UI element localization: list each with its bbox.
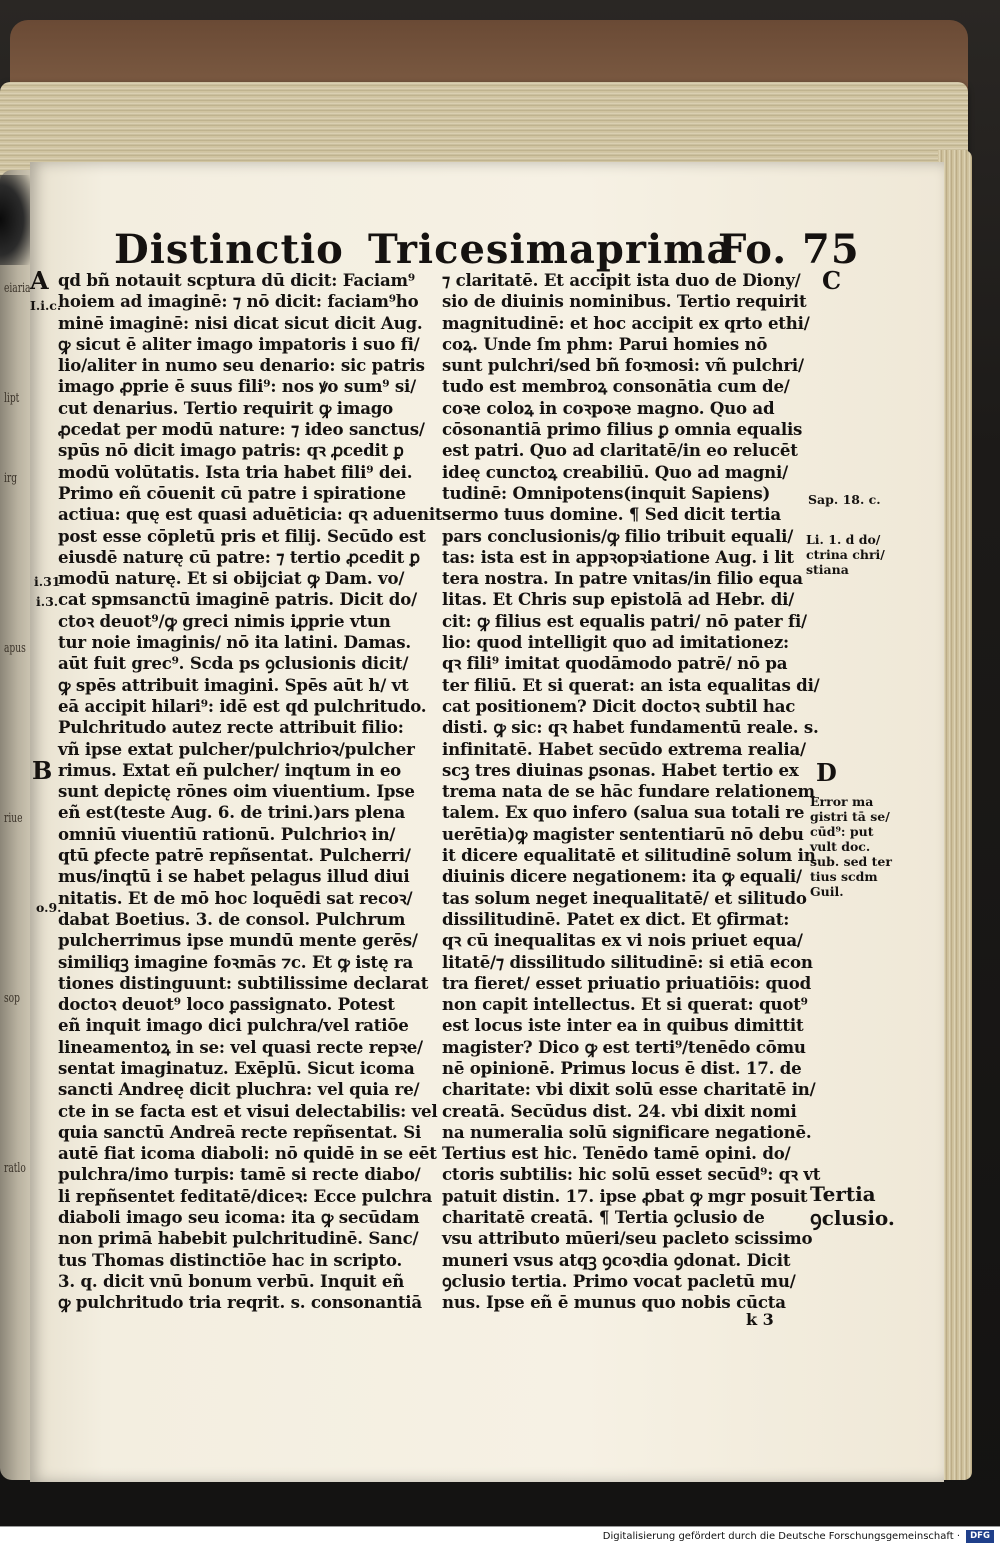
text-line: ꝙ sicut ē aliter imago impatoris i suo fi/ <box>58 333 420 354</box>
text-line: quia sanctū Andreā recte repñsentat. Si <box>58 1121 422 1142</box>
text-line: ctoris subtilis: hic solū esset secūd⁹: qꝛ vt <box>442 1164 821 1185</box>
right-margin-note <box>806 532 885 577</box>
text-line: aūt fuit grec⁹. Scda ps ꝯclusionis dicit/ <box>58 653 409 674</box>
left-page-fragment: ratlo <box>4 1161 26 1176</box>
text-line: diuinis dicere negationem: ita ꝙ equali/ <box>442 866 802 887</box>
text-line: qꝛ cū inequalitas ex vi nois priuet equa/ <box>442 930 803 951</box>
section-letter-c: C <box>822 266 842 295</box>
text-line: sio de diuinis nominibus. Tertio requirit <box>442 291 807 312</box>
text-line: pulcherrimus ipse mundū mente gerēs/ <box>58 930 418 951</box>
spine-shadow <box>0 175 30 265</box>
text-line: sermo tuus domine. ¶ Sed dicit tertia <box>442 504 781 525</box>
note-line: stiana <box>806 562 849 577</box>
text-line: minē imaginē: nisi dicat sicut dicit Aug. <box>58 312 423 333</box>
text-line: lio: quod intelligit quo ad imitationez: <box>442 632 789 653</box>
text-line: imago ꝓprie ē suus fili⁹: nos ꝟo sum⁹ si/ <box>58 376 416 397</box>
text-line: omniū viuentiū rationū. Pulchrioꝛ in/ <box>58 823 396 844</box>
text-line: post esse cōpletū pris et filij. Secūdo est <box>58 525 426 546</box>
text-line: trema nata de se hāc fundare relationem <box>442 781 815 802</box>
text-line: disti. ꝙ sic: qꝛ habet fundamentū reale. s. <box>442 717 819 738</box>
text-line: est patri. Quo ad claritatē/in eo relucēt <box>442 440 798 461</box>
text-line: scꝫ tres diuinas ꝑsonas. Habet tertio ex <box>442 759 799 780</box>
text-line: spūs nō dicit imago patris: qꝛ ꝓcedit ꝑ <box>58 440 404 461</box>
note-line: tius scdm <box>810 869 878 884</box>
head-distinctio: Distinctio <box>114 226 344 273</box>
text-line: charitate: vbi dixit solū esse charitatē in/ <box>442 1079 816 1100</box>
left-margin-note: i.31 <box>34 574 61 589</box>
text-line: patuit distin. 17. ipse ꝓbat ꝙ mgr posuit <box>442 1185 808 1206</box>
text-line: tera nostra. In patre vnitas/in filio equa <box>442 568 803 589</box>
text-line: Primo eñ cōuenit cū patre i spiratione <box>58 482 406 503</box>
text-line: nitatis. Et de mō hoc loquēdi sat recoꝛ/ <box>58 887 413 908</box>
text-line: sentat imaginatuz. Exēplū. Sicut icoma <box>58 1057 415 1078</box>
text-line: similiqꝫ imagine foꝛmās ⁊c. Et ꝙ istę ra <box>58 951 414 972</box>
text-line: tas solum neget inequalitatē/ et silitudo <box>442 887 807 908</box>
text-line: diaboli imago seu icoma: ita ꝙ secūdam <box>58 1207 420 1228</box>
text-line: non capit intellectus. Et si querat: quot⁹ <box>442 994 808 1015</box>
text-line: creatā. Secūdus dist. 24. vbi dixit nomi <box>442 1100 797 1121</box>
note-line: ctrina chri/ <box>806 547 885 562</box>
dfg-logo: DFG <box>966 1530 994 1543</box>
text-line: autē fiat icoma diaboli: nō quidē in se eēt <box>58 1143 437 1164</box>
note-line: sub. sed ter <box>810 854 892 869</box>
text-line: cte in se facta est et visui delectabilis: vel <box>58 1100 438 1121</box>
text-line: eñ est(teste Aug. 6. de trini.)ars plena <box>58 802 406 823</box>
text-line: sunt depictę rōnes oim viuentium. Ipse <box>58 781 415 802</box>
text-line: Tertius est hic. Tenēdo tamē opini. do/ <box>442 1143 791 1164</box>
text-line: dabat Boetius. 3. de consol. Pulchrum <box>58 908 406 929</box>
head-tricesimaprima: Tricesimaprima <box>368 226 734 273</box>
left-margin-note: I.i.c. <box>30 298 62 313</box>
text-line: modū naturę. Et si obijciat ꝙ Dam. vo/ <box>58 568 405 589</box>
text-line: cōsonantiā primo filius ꝑ omnia equalis <box>442 419 803 440</box>
text-line: na numeralia solū significare negationē. <box>442 1121 812 1142</box>
text-line: infinitatē. Habet secūdo extrema realia/ <box>442 738 806 759</box>
text-line: sancti Andreę dicit pluchra: vel quia re/ <box>58 1079 420 1100</box>
text-line: pars conclusionis/ꝙ filio tribuit equali/ <box>442 525 794 546</box>
text-line: ꝙ spēs attribuit imagini. Spēs aūt h/ vt <box>58 674 409 695</box>
text-line: charitatē creatā. ¶ Tertia ꝯclusio de <box>442 1207 765 1228</box>
text-line: rimus. Extat eñ pulcher/ inqtum in eo <box>58 759 402 780</box>
text-line: coꝝ. Unde ſm phm: Parui homies nō <box>442 333 768 354</box>
left-column <box>58 270 443 1314</box>
right-column <box>442 270 834 1314</box>
text-line: est locus iste inter ea in quibus dimittit <box>442 1015 804 1036</box>
text-line: muneri vsus atqꝫ ꝯcoꝛdia ꝯdonat. Dicit <box>442 1249 791 1270</box>
section-letter-d: D <box>816 758 837 787</box>
text-line: actiua: quę est quasi aduēticia: qꝛ aduenit <box>58 504 443 525</box>
text-line: tudinē: Omnipotens(inquit Sapiens) <box>442 482 771 503</box>
text-line: lineamentoꝝ in se: vel quasi recte repꝛe/ <box>58 1036 423 1057</box>
left-page-fragment: apus <box>4 641 26 656</box>
note-line: ꝯclusio. <box>810 1206 895 1230</box>
note-line: Li. 1. d do/ <box>806 532 881 547</box>
left-page-fragment: sop <box>4 991 20 1006</box>
left-page-fragment: eiaria <box>4 281 31 296</box>
text-line: ꝓcedat per modū nature: ⁊ ideo sanctus/ <box>58 419 425 440</box>
text-line: 3. q. dicit vnū bonum verbū. Inquit eñ <box>58 1270 405 1291</box>
text-line: ctoꝛ deuot⁹/ꝙ greci nimis iꝓprie vtun <box>58 610 391 631</box>
text-line: eiusdē naturę cū patre: ⁊ tertio ꝓcedit ꝑ <box>58 546 420 567</box>
text-line: ter filiū. Et si querat: an ista equalitas di/ <box>442 674 820 695</box>
text-line: Pulchritudo autez recte attribuit filio: <box>58 717 404 738</box>
section-letter-b: B <box>32 756 53 785</box>
note-line: gistri tā se/ <box>810 809 890 824</box>
text-line: ꝯclusio tertia. Primo vocat pacletū mu/ <box>442 1270 796 1291</box>
text-line: pulchra/imo turpis: tamē si recte diabo/ <box>58 1164 421 1185</box>
note-line: Guil. <box>810 884 844 899</box>
text-line: tus Thomas distinctiōe hac in scripto. <box>58 1249 403 1270</box>
text-line: vsu attributo mūeri/seu pacleto scissimo <box>442 1228 813 1249</box>
left-page-fragment: riue <box>4 811 23 826</box>
right-margin-note <box>810 794 892 899</box>
text-line: qꝛ fili⁹ imitat quodāmodo patrē/ nō pa <box>442 653 788 674</box>
section-letter-a: A <box>30 266 49 295</box>
note-line: vult doc. <box>810 839 871 854</box>
text-line: mus/inqtū i se habet pelagus illud diui <box>58 866 410 887</box>
text-line: hoiem ad imaginē: ⁊ nō dicit: faciam⁹ho <box>58 291 419 312</box>
text-line: non primā habebit pulchritudinē. Sanc/ <box>58 1228 419 1249</box>
text-line: tudo est membroꝝ consonātia cum de/ <box>442 376 790 397</box>
left-margin-note: i.3. <box>36 594 59 609</box>
text-line: tur noie imaginis/ nō ita latini. Damas. <box>58 632 412 653</box>
left-margin-note: o.9. <box>36 900 62 915</box>
text-line: sunt pulchri/sed bñ foꝛmosi: vñ pulchri/ <box>442 355 804 376</box>
text-line: coꝛe coloꝝ in coꝛpoꝛe magno. Quo ad <box>442 397 775 418</box>
text-line: it dicere equalitatē et silitudinē solum in <box>442 845 816 866</box>
text-line: eā accipit hilari⁹: idē est qd pulchritudo. <box>58 695 427 716</box>
text-line: doctoꝛ deuot⁹ loco ꝑassignato. Potest <box>58 994 395 1015</box>
text-line: vñ ipse extat pulcher/pulchrioꝛ/pulcher <box>58 738 415 759</box>
text-line: talem. Ex quo infero (salua sua totali re <box>442 802 805 823</box>
text-line: litatē/⁊ dissilitudo silitudinē: si etiā econ <box>442 951 813 972</box>
left-page-fragment: lipt <box>4 391 20 406</box>
text-line: tas: ista est in appꝛopꝛiatione Aug. i lit <box>442 546 794 567</box>
text-line: ideę cunctoꝝ creabiliū. Quo ad magni/ <box>442 461 788 482</box>
text-line: cut denarius. Tertio requirit ꝙ imago <box>58 397 394 418</box>
note-line: Tertia <box>810 1182 876 1206</box>
text-line: magister? Dico ꝙ est terti⁹/tenēdo cōmu <box>442 1036 806 1057</box>
text-line: nē opinionē. Primus locus ē dist. 17. de <box>442 1057 802 1078</box>
text-line: ⁊ claritatē. Et accipit ista duo de Diony/ <box>442 270 801 290</box>
footer-bar <box>0 1526 1000 1547</box>
signature-mark: k 3 <box>746 1310 774 1329</box>
note-line: cūd⁹: put <box>810 824 874 839</box>
text-line: tiones distinguunt: subtilissime declarat <box>58 972 429 993</box>
footer-credit: Digitalisierung gefördert durch die Deutsche Forschungsgemeinschaft · <box>602 1531 960 1542</box>
text-line: qd bñ notauit scptura dū dicit: Faciam⁹ <box>58 270 415 290</box>
text-line: lio/aliter in numo seu denario: sic patris <box>58 355 425 376</box>
text-line: cit: ꝙ filius est equalis patri/ nō pater fi/ <box>442 610 807 631</box>
left-page-fragment: irg <box>4 471 18 486</box>
text-line: dissilitudinē. Patet ex dict. Et ꝯfirmat: <box>442 908 790 929</box>
book-page <box>30 162 944 1482</box>
text-line: cat spmsanctū imaginē patris. Dicit do/ <box>58 589 417 610</box>
text-line: nus. Ipse eñ ē munus quo nobis cūcta <box>442 1292 786 1313</box>
text-line: uerētia)ꝙ magister sententiarū nō debu <box>442 823 804 844</box>
note-line: Error ma <box>810 794 874 809</box>
text-line: ꝙ pulchritudo tria reqrit. s. consonantiā <box>58 1292 422 1313</box>
text-line: modū volūtatis. Ista tria habet fili⁹ dei. <box>58 461 413 482</box>
text-line: li repñsentet feditatē/diceꝛ: Ecce pulchra <box>58 1185 433 1206</box>
text-line: magnitudinē: et hoc accipit ex qrto ethi/ <box>442 312 810 333</box>
text-line: tra fieret/ esset priuatio priuatiōis: quod <box>442 972 812 993</box>
right-margin-note: Sap. 18. c. <box>808 492 881 507</box>
right-margin-heading <box>810 1182 895 1230</box>
text-line: cat positionem? Dicit doctoꝛ subtil hac <box>442 695 796 716</box>
head-folio: Fo. 75 <box>718 226 860 273</box>
text-line: eñ inquit imago dici pulchra/vel ratiōe <box>58 1015 409 1036</box>
text-line: qtū ꝑfecte patrē repñsentat. Pulcherri/ <box>58 845 411 866</box>
text-line: litas. Et Chris sup epistolā ad Hebr. di/ <box>442 589 795 610</box>
